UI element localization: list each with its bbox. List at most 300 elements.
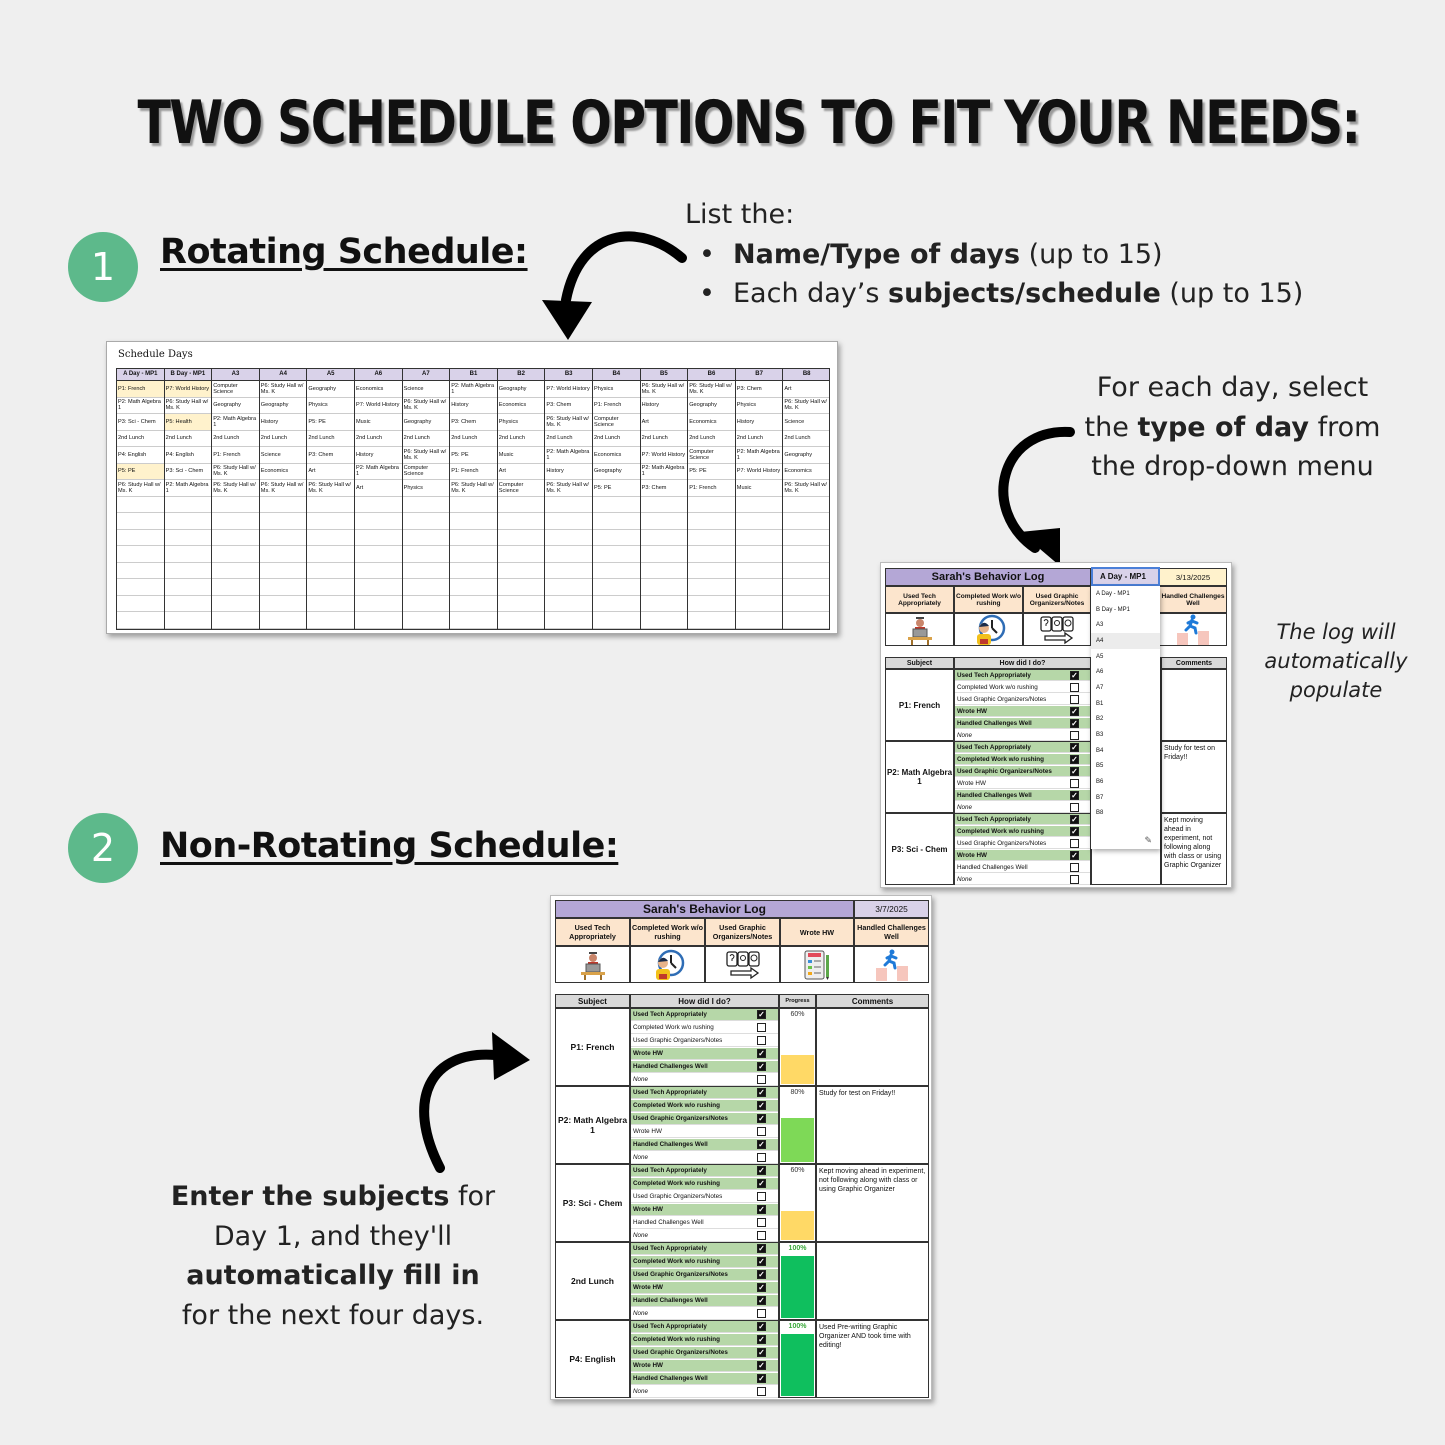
behavior-checkbox[interactable] [1070,839,1079,848]
behavior-checkbox[interactable]: ✓ [758,1140,765,1149]
schedule-cell[interactable] [403,497,450,514]
schedule-cell[interactable]: P2: Math Algebra 1 [117,398,164,415]
schedule-cell[interactable]: History [736,414,783,431]
schedule-cell[interactable] [736,563,783,580]
schedule-cell[interactable] [307,612,354,629]
schedule-cell[interactable]: 2nd Lunch [688,431,735,448]
schedule-cell[interactable]: P5: PE [450,447,497,464]
dropdown-option[interactable]: B2 [1096,716,1104,723]
schedule-cell[interactable]: P2: Math Algebra 1 [545,447,592,464]
behavior-checkbox[interactable] [757,1387,766,1396]
behavior-checkbox[interactable]: ✓ [758,1361,765,1370]
schedule-cell[interactable] [593,546,640,563]
schedule-cell[interactable] [307,513,354,530]
dropdown-option[interactable]: B Day - MP1 [1096,606,1131,613]
schedule-cell[interactable] [641,579,688,596]
schedule-cell[interactable]: P7: World History [165,381,212,398]
schedule-cell[interactable] [212,497,259,514]
schedule-cell[interactable]: P3: Chem [450,414,497,431]
schedule-cell[interactable]: P4: English [165,447,212,464]
schedule-cell[interactable]: P3: Chem [545,398,592,415]
schedule-cell[interactable] [641,530,688,547]
schedule-cell[interactable] [498,513,545,530]
schedule-cell[interactable]: History [355,447,402,464]
schedule-cell[interactable]: P6: Study Hall w/ Ms. K [545,414,592,431]
behavior-checkbox[interactable] [757,1127,766,1136]
comment-cell[interactable] [816,1008,929,1086]
schedule-cell[interactable]: Physics [307,398,354,415]
schedule-cell[interactable] [165,596,212,613]
behavior-checkbox[interactable]: ✓ [758,1374,765,1383]
schedule-cell[interactable]: Science [260,447,307,464]
schedule-cell[interactable] [212,596,259,613]
schedule-cell[interactable]: P6: Study Hall w/ Ms. K [260,480,307,497]
behavior-checkbox[interactable]: ✓ [758,1296,765,1305]
schedule-cell[interactable]: P6: Study Hall w/ Ms. K [212,464,259,481]
behavior-checkbox[interactable]: ✓ [758,1179,765,1188]
schedule-cell[interactable]: 2nd Lunch [736,431,783,448]
log-date[interactable]: 3/13/2025 [1175,572,1211,582]
comment-cell[interactable] [816,1242,929,1320]
comment-cell[interactable] [816,1164,929,1242]
schedule-cell[interactable] [736,530,783,547]
behavior-checkbox[interactable]: ✓ [1071,670,1078,680]
comment-cell[interactable] [1161,741,1227,813]
schedule-cell[interactable]: P6: Study Hall w/ Ms. K [783,398,830,415]
schedule-cell[interactable]: P3: Sci - Chem [117,414,164,431]
behavior-checkbox[interactable]: ✓ [758,1322,765,1331]
schedule-cell[interactable]: P6: Study Hall w/ Ms. K [403,447,450,464]
schedule-cell[interactable]: P5: PE [688,464,735,481]
behavior-checkbox[interactable]: ✓ [758,1166,765,1175]
schedule-cell[interactable]: 2nd Lunch [403,431,450,448]
behavior-checkbox[interactable] [757,1036,766,1045]
schedule-cell[interactable] [212,579,259,596]
schedule-cell[interactable] [593,596,640,613]
schedule-cell[interactable] [117,546,164,563]
schedule-cell[interactable] [260,612,307,629]
schedule-cell[interactable]: 2nd Lunch [450,431,497,448]
schedule-cell[interactable] [641,546,688,563]
dropdown-option[interactable]: B6 [1096,779,1104,786]
schedule-cell[interactable] [593,530,640,547]
dropdown-option[interactable]: A6 [1096,669,1104,676]
schedule-cell[interactable]: Art [641,414,688,431]
schedule-cell[interactable] [688,596,735,613]
schedule-cell[interactable]: Science [403,381,450,398]
schedule-cell[interactable] [212,513,259,530]
behavior-checkbox[interactable]: ✓ [1071,790,1078,800]
schedule-cell[interactable] [260,563,307,580]
schedule-cell[interactable] [117,563,164,580]
log-date[interactable]: 3/7/2025 [875,904,908,914]
schedule-cell[interactable] [117,513,164,530]
column-header[interactable]: B Day - MP1 [165,369,212,381]
schedule-cell[interactable]: Art [307,464,354,481]
schedule-cell[interactable]: 2nd Lunch [355,431,402,448]
schedule-cell[interactable] [545,546,592,563]
behavior-checkbox[interactable]: ✓ [758,1049,765,1058]
behavior-checkbox[interactable] [757,1075,766,1084]
dropdown-option[interactable]: B3 [1096,732,1104,739]
schedule-cell[interactable]: Economics [260,464,307,481]
schedule-cell[interactable]: P3: Chem [307,447,354,464]
schedule-cell[interactable]: P3: Sci - Chem [165,464,212,481]
schedule-cell[interactable] [593,612,640,629]
schedule-cell[interactable]: P2: Math Algebra 1 [450,381,497,398]
schedule-cell[interactable] [355,596,402,613]
schedule-cell[interactable]: Art [498,464,545,481]
schedule-cell[interactable]: P6: Study Hall w/ Ms. K [212,480,259,497]
schedule-cell[interactable]: P6: Study Hall w/ Ms. K [403,398,450,415]
schedule-cell[interactable] [165,546,212,563]
schedule-cell[interactable]: P5: PE [593,480,640,497]
schedule-cell[interactable] [593,563,640,580]
schedule-cell[interactable] [688,612,735,629]
schedule-cell[interactable]: Computer Science [688,447,735,464]
dropdown-option[interactable]: A Day - MP1 [1096,590,1130,597]
schedule-cell[interactable] [498,530,545,547]
schedule-cell[interactable]: Geography [498,381,545,398]
schedule-cell[interactable] [688,579,735,596]
schedule-cell[interactable] [117,579,164,596]
schedule-cell[interactable] [450,596,497,613]
behavior-checkbox[interactable] [1070,779,1079,788]
schedule-cell[interactable]: P2: Math Algebra 1 [641,464,688,481]
schedule-cell[interactable] [165,579,212,596]
behavior-checkbox[interactable]: ✓ [758,1205,765,1214]
schedule-cell[interactable] [260,530,307,547]
behavior-checkbox[interactable]: ✓ [1071,718,1078,728]
schedule-cell[interactable]: P2: Math Algebra 1 [355,464,402,481]
schedule-cell[interactable] [688,530,735,547]
schedule-cell[interactable] [403,579,450,596]
schedule-cell[interactable] [450,612,497,629]
behavior-checkbox[interactable] [1070,803,1079,812]
behavior-checkbox[interactable] [757,1218,766,1227]
schedule-cell[interactable] [641,563,688,580]
schedule-cell[interactable]: P7: World History [355,398,402,415]
comment-cell[interactable] [816,1320,929,1398]
schedule-cell[interactable] [450,579,497,596]
schedule-cell[interactable] [450,497,497,514]
schedule-cell[interactable] [498,612,545,629]
schedule-cell[interactable]: P7: World History [736,464,783,481]
schedule-cell[interactable] [783,513,830,530]
schedule-cell[interactable]: P3: Chem [641,480,688,497]
behavior-checkbox[interactable]: ✓ [758,1101,765,1110]
schedule-cell[interactable]: Art [783,381,830,398]
schedule-cell[interactable] [355,530,402,547]
schedule-cell[interactable] [498,546,545,563]
schedule-cell[interactable]: 2nd Lunch [260,431,307,448]
schedule-cell[interactable]: Economics [688,414,735,431]
dropdown-option[interactable]: A7 [1096,684,1104,691]
schedule-cell[interactable] [688,546,735,563]
behavior-checkbox[interactable] [757,1231,766,1240]
schedule-cell[interactable]: P1: French [688,480,735,497]
behavior-checkbox[interactable] [1070,863,1079,872]
schedule-cell[interactable]: P4: English [117,447,164,464]
schedule-cell[interactable]: P6: Study Hall w/ Ms. K [783,480,830,497]
behavior-checkbox[interactable]: ✓ [758,1114,765,1123]
dropdown-option[interactable]: B4 [1096,747,1104,754]
schedule-cell[interactable]: P2: Math Algebra 1 [212,414,259,431]
schedule-cell[interactable]: P5: PE [117,464,164,481]
behavior-checkbox[interactable]: ✓ [758,1062,765,1071]
schedule-cell[interactable]: P1: French [593,398,640,415]
schedule-cell[interactable]: 2nd Lunch [641,431,688,448]
comment-cell[interactable] [1161,813,1227,885]
schedule-cell[interactable] [212,546,259,563]
schedule-cell[interactable] [403,546,450,563]
comment-cell[interactable] [1161,669,1227,741]
schedule-cell[interactable]: 2nd Lunch [307,431,354,448]
comment-cell[interactable] [816,1086,929,1164]
schedule-cell[interactable] [593,497,640,514]
schedule-cell[interactable] [307,546,354,563]
schedule-cell[interactable]: Physics [593,381,640,398]
schedule-cell[interactable] [688,497,735,514]
behavior-checkbox[interactable]: ✓ [758,1257,765,1266]
schedule-cell[interactable]: P6: Study Hall w/ Ms. K [688,381,735,398]
schedule-cell[interactable]: P6: Study Hall w/ Ms. K [117,480,164,497]
schedule-cell[interactable]: Music [355,414,402,431]
column-header[interactable]: B7 [736,369,783,381]
dropdown-option[interactable]: A3 [1096,622,1104,629]
behavior-checkbox[interactable] [757,1309,766,1318]
schedule-cell[interactable] [498,497,545,514]
schedule-cell[interactable] [783,530,830,547]
schedule-cell[interactable] [688,513,735,530]
schedule-cell[interactable]: P6: Study Hall w/ Ms. K [450,480,497,497]
schedule-cell[interactable] [260,546,307,563]
schedule-cell[interactable]: P7: World History [641,447,688,464]
schedule-cell[interactable]: History [545,464,592,481]
schedule-cell[interactable]: Computer Science [593,414,640,431]
dropdown-option[interactable]: A5 [1096,653,1104,660]
schedule-cell[interactable]: Computer Science [212,381,259,398]
dropdown-option[interactable]: A4 [1091,633,1160,649]
schedule-cell[interactable] [260,579,307,596]
behavior-checkbox[interactable]: ✓ [1071,826,1078,836]
schedule-cell[interactable]: Art [355,480,402,497]
schedule-cell[interactable]: Economics [355,381,402,398]
schedule-cell[interactable] [403,513,450,530]
schedule-cell[interactable] [307,497,354,514]
schedule-cell[interactable] [355,563,402,580]
schedule-cell[interactable]: P1: French [212,447,259,464]
schedule-cell[interactable] [688,563,735,580]
schedule-cell[interactable]: Economics [783,464,830,481]
schedule-cell[interactable]: P5: PE [307,414,354,431]
schedule-cell[interactable] [355,497,402,514]
schedule-cell[interactable] [498,563,545,580]
schedule-cell[interactable]: Geography [783,447,830,464]
schedule-cell[interactable]: Science [783,414,830,431]
schedule-cell[interactable]: 2nd Lunch [783,431,830,448]
column-header[interactable]: A Day - MP1 [117,369,164,381]
schedule-cell[interactable] [450,513,497,530]
column-header[interactable]: B4 [593,369,640,381]
behavior-checkbox[interactable]: ✓ [758,1283,765,1292]
schedule-cell[interactable] [355,513,402,530]
schedule-cell[interactable]: P6: Study Hall w/ Ms. K [260,381,307,398]
schedule-cell[interactable]: Music [498,447,545,464]
schedule-cell[interactable] [260,513,307,530]
schedule-cell[interactable] [403,612,450,629]
column-header[interactable]: B6 [688,369,735,381]
schedule-cell[interactable] [545,497,592,514]
schedule-cell[interactable] [450,546,497,563]
behavior-checkbox[interactable]: ✓ [758,1088,765,1097]
dropdown-option[interactable]: B7 [1096,794,1104,801]
behavior-checkbox[interactable] [1070,683,1079,692]
schedule-cell[interactable] [593,513,640,530]
schedule-cell[interactable] [117,612,164,629]
schedule-cell[interactable] [783,596,830,613]
schedule-cell[interactable]: Computer Science [498,480,545,497]
schedule-cell[interactable] [212,612,259,629]
schedule-cell[interactable] [498,579,545,596]
schedule-cell[interactable]: P6: Study Hall w/ Ms. K [545,480,592,497]
schedule-cell[interactable] [783,579,830,596]
column-header[interactable]: B1 [450,369,497,381]
schedule-cell[interactable]: P1: French [450,464,497,481]
schedule-cell[interactable] [736,497,783,514]
behavior-checkbox[interactable]: ✓ [758,1270,765,1279]
schedule-cell[interactable]: Geography [212,398,259,415]
schedule-cell[interactable]: Geography [260,398,307,415]
dropdown-option[interactable]: B5 [1096,763,1104,770]
schedule-cell[interactable]: 2nd Lunch [117,431,164,448]
schedule-cell[interactable] [260,497,307,514]
behavior-checkbox[interactable]: ✓ [758,1335,765,1344]
schedule-cell[interactable] [641,612,688,629]
day-type-dropdown[interactable] [1091,567,1160,867]
dropdown-option[interactable]: B8 [1096,810,1104,817]
behavior-checkbox[interactable] [757,1153,766,1162]
schedule-cell[interactable] [498,596,545,613]
schedule-cell[interactable] [450,530,497,547]
behavior-checkbox[interactable]: ✓ [1071,706,1078,716]
schedule-cell[interactable]: Geography [403,414,450,431]
schedule-cell[interactable]: P1: French [117,381,164,398]
schedule-cell[interactable]: History [641,398,688,415]
behavior-checkbox[interactable]: ✓ [1071,754,1078,764]
schedule-cell[interactable] [736,596,783,613]
schedule-cell[interactable] [783,546,830,563]
column-header[interactable]: B5 [641,369,688,381]
dropdown-selected[interactable]: A Day - MP1 [1091,567,1160,586]
schedule-cell[interactable] [307,596,354,613]
schedule-cell[interactable] [545,513,592,530]
behavior-checkbox[interactable] [757,1192,766,1201]
behavior-checkbox[interactable] [757,1023,766,1032]
behavior-checkbox[interactable]: ✓ [1071,814,1078,824]
schedule-cell[interactable]: 2nd Lunch [593,431,640,448]
schedule-cell[interactable]: Physics [498,414,545,431]
schedule-cell[interactable]: 2nd Lunch [498,431,545,448]
schedule-cell[interactable] [117,497,164,514]
schedule-cell[interactable] [307,579,354,596]
schedule-cell[interactable] [641,497,688,514]
schedule-cell[interactable]: P3: Chem [736,381,783,398]
behavior-checkbox[interactable]: ✓ [758,1010,765,1019]
schedule-cell[interactable] [545,612,592,629]
schedule-cell[interactable]: P2: Math Algebra 1 [736,447,783,464]
column-header[interactable]: B3 [545,369,592,381]
schedule-cell[interactable] [450,563,497,580]
schedule-cell[interactable] [783,612,830,629]
schedule-cell[interactable] [355,612,402,629]
schedule-cell[interactable]: 2nd Lunch [212,431,259,448]
schedule-cell[interactable] [212,530,259,547]
behavior-checkbox[interactable]: ✓ [758,1348,765,1357]
behavior-checkbox[interactable]: ✓ [1071,766,1078,776]
schedule-cell[interactable] [403,530,450,547]
schedule-cell[interactable]: 2nd Lunch [165,431,212,448]
schedule-cell[interactable] [307,530,354,547]
schedule-cell[interactable]: P2: Math Algebra 1 [165,480,212,497]
schedule-cell[interactable] [736,579,783,596]
column-header[interactable]: A6 [355,369,402,381]
column-header[interactable]: A4 [260,369,307,381]
behavior-checkbox[interactable] [1070,695,1079,704]
schedule-cell[interactable] [736,546,783,563]
schedule-cell[interactable] [736,513,783,530]
schedule-cell[interactable] [212,563,259,580]
schedule-cell[interactable] [260,596,307,613]
schedule-cell[interactable] [355,546,402,563]
schedule-cell[interactable]: Economics [498,398,545,415]
behavior-checkbox[interactable]: ✓ [758,1244,765,1253]
behavior-checkbox[interactable]: ✓ [1071,850,1078,860]
schedule-cell[interactable] [403,563,450,580]
schedule-cell[interactable]: P6: Study Hall w/ Ms. K [641,381,688,398]
behavior-checkbox[interactable] [1070,731,1079,740]
schedule-cell[interactable] [593,579,640,596]
schedule-cell[interactable]: Geography [688,398,735,415]
schedule-cell[interactable] [545,579,592,596]
schedule-cell[interactable]: P5: Health [165,414,212,431]
schedule-cell[interactable] [783,497,830,514]
schedule-cell[interactable] [545,596,592,613]
schedule-cell[interactable]: History [260,414,307,431]
schedule-cell[interactable] [165,513,212,530]
schedule-cell[interactable]: Music [736,480,783,497]
schedule-cell[interactable]: Computer Science [403,464,450,481]
schedule-cell[interactable] [403,596,450,613]
schedule-cell[interactable]: Geography [593,464,640,481]
schedule-cell[interactable] [545,530,592,547]
column-header[interactable]: A5 [307,369,354,381]
schedule-cell[interactable] [117,530,164,547]
schedule-cell[interactable] [783,563,830,580]
schedule-cell[interactable] [165,612,212,629]
schedule-cell[interactable] [165,497,212,514]
schedule-cell[interactable] [355,579,402,596]
schedule-cell[interactable] [165,530,212,547]
schedule-cell[interactable] [736,612,783,629]
schedule-cell[interactable] [307,563,354,580]
column-header[interactable]: A3 [212,369,259,381]
schedule-cell[interactable] [165,563,212,580]
schedule-cell[interactable] [641,513,688,530]
schedule-cell[interactable]: Physics [736,398,783,415]
column-header[interactable]: A7 [403,369,450,381]
column-header[interactable]: B8 [783,369,830,381]
